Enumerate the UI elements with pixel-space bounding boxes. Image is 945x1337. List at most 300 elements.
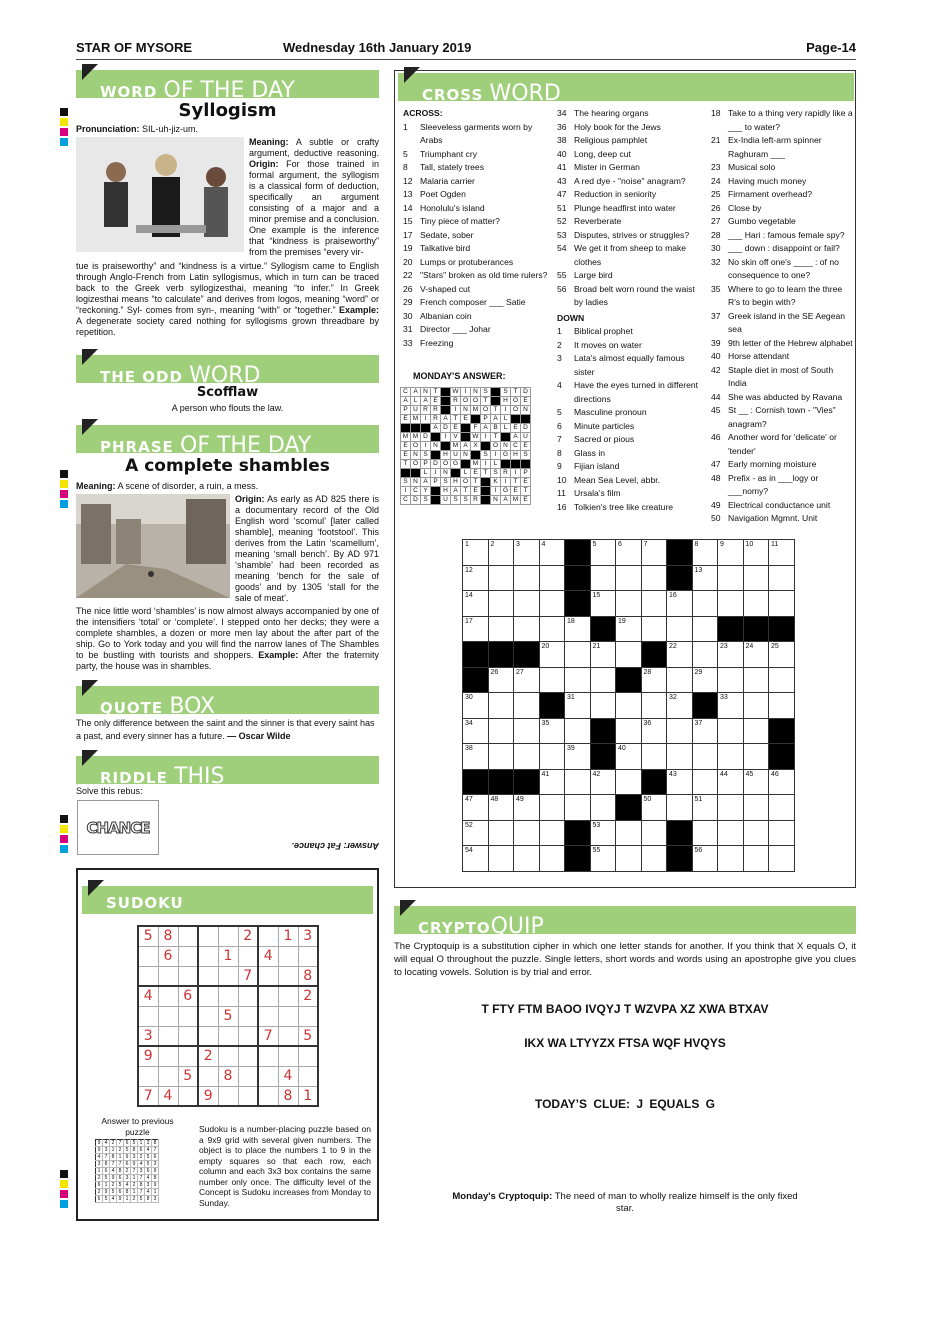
sudoku-cell[interactable]	[178, 1086, 198, 1106]
sudoku-cell[interactable]	[158, 1026, 178, 1046]
sudoku-cell[interactable]	[278, 1026, 298, 1046]
sudoku-cell[interactable]: 6	[178, 986, 198, 1006]
crossword-cell[interactable]	[616, 693, 642, 719]
crossword-cell[interactable]	[718, 820, 744, 846]
sudoku-cell[interactable]	[258, 1046, 278, 1066]
crossword-cell[interactable]: 43	[667, 769, 693, 795]
sudoku-cell[interactable]	[258, 1086, 278, 1106]
sudoku-cell[interactable]	[238, 1046, 258, 1066]
prev-sudoku-cell: 8	[124, 1189, 131, 1196]
sudoku-cell[interactable]	[198, 1066, 218, 1086]
crossword-cell[interactable]: 49	[514, 795, 540, 821]
sudoku-cell[interactable]: 2	[298, 986, 318, 1006]
crossword-cell[interactable]	[718, 744, 744, 770]
crossword-cell[interactable]: 17	[463, 616, 489, 642]
sudoku-cell[interactable]	[218, 1026, 238, 1046]
crossword-cell[interactable]: 23	[718, 642, 744, 668]
sudoku-cell[interactable]	[238, 986, 258, 1006]
crossword-cell[interactable]	[641, 846, 667, 872]
sudoku-cell[interactable]	[258, 986, 278, 1006]
black-square	[514, 769, 540, 795]
answer-cell: A	[461, 442, 471, 451]
answer-cell: H	[441, 487, 451, 496]
answer-cell: E	[511, 487, 521, 496]
crossword-cell[interactable]: 19	[616, 616, 642, 642]
down-clue: 7 Sacred or pious	[557, 434, 635, 444]
crossword-cell[interactable]: 6	[616, 540, 642, 566]
crossword-cell[interactable]	[488, 744, 514, 770]
crossword-cell[interactable]: 45	[743, 769, 769, 795]
crossword-cell[interactable]	[667, 718, 693, 744]
sudoku-cell[interactable]	[218, 986, 238, 1006]
black-square	[463, 769, 489, 795]
crossword-cell[interactable]	[616, 769, 642, 795]
prev-sudoku-cell: 3	[152, 1161, 159, 1168]
crossword-cell[interactable]	[667, 667, 693, 693]
sudoku-cell[interactable]	[298, 946, 318, 966]
crossword-cell[interactable]	[743, 718, 769, 744]
sudoku-cell[interactable]: 9	[198, 1086, 218, 1106]
crossword-cell[interactable]: 21	[590, 642, 616, 668]
sudoku-cell[interactable]: 1	[278, 926, 298, 946]
sudoku-cell[interactable]	[278, 966, 298, 986]
crossword-cell[interactable]: 35	[539, 718, 565, 744]
answer-cell: P	[521, 469, 531, 478]
crossword-cell[interactable]: 54	[463, 846, 489, 872]
crossword-cell[interactable]	[641, 693, 667, 719]
crossword-cell[interactable]: 48	[488, 795, 514, 821]
crossword-cell[interactable]	[514, 591, 540, 617]
black-square	[565, 591, 591, 617]
crossword-cell[interactable]	[616, 591, 642, 617]
answer-cell: H	[511, 451, 521, 460]
crossword-cell[interactable]	[539, 616, 565, 642]
crossword-cell[interactable]	[743, 846, 769, 872]
crossword-cell[interactable]	[488, 591, 514, 617]
crossword-cell[interactable]	[514, 744, 540, 770]
sudoku-cell[interactable]	[238, 1006, 258, 1026]
crossword-cell[interactable]	[641, 591, 667, 617]
sudoku-cell[interactable]: 7	[138, 1086, 158, 1106]
sudoku-cell[interactable]: 1	[218, 946, 238, 966]
crossword-cell[interactable]	[565, 667, 591, 693]
sudoku-cell[interactable]: 3	[298, 926, 318, 946]
crossword-cell[interactable]: 47	[463, 795, 489, 821]
crossword-cell[interactable]	[769, 795, 795, 821]
answer-cell: T	[431, 388, 441, 397]
answer-cell: O	[491, 442, 501, 451]
sudoku-cell[interactable]: 5	[298, 1026, 318, 1046]
crossword-cell[interactable]	[769, 846, 795, 872]
crossword-cell[interactable]	[514, 565, 540, 591]
black-square	[718, 616, 744, 642]
prev-sudoku-cell: 8	[103, 1161, 110, 1168]
crossword-cell[interactable]: 46	[769, 769, 795, 795]
crossword-cell[interactable]	[488, 846, 514, 872]
crossword-cell[interactable]	[488, 565, 514, 591]
sudoku-cell[interactable]	[138, 1066, 158, 1086]
sudoku-cell[interactable]	[138, 1006, 158, 1026]
answer-cell: I	[451, 406, 461, 415]
black-square	[590, 718, 616, 744]
answer-cell: P	[421, 460, 431, 469]
crossword-cell[interactable]	[616, 565, 642, 591]
answer-cell: I	[421, 442, 431, 451]
answer-cell: D	[521, 388, 531, 397]
crossword-cell[interactable]: 25	[769, 642, 795, 668]
crossword-cell[interactable]	[539, 846, 565, 872]
crossword-cell[interactable]	[692, 591, 718, 617]
sudoku-cell[interactable]	[178, 966, 198, 986]
crossword-cell[interactable]	[692, 820, 718, 846]
sudoku-cell[interactable]: 4	[258, 946, 278, 966]
word-origin-start: For those trained in formal argument, the syllogism is a classical form of deduction, specifically an argument consisting of a major and a minor premise and a conclusion. One example is the inference that “kindness is praiseworthy” from the premises “every vir-	[249, 159, 379, 257]
crossword-cell[interactable]	[718, 565, 744, 591]
crossword-cell[interactable]	[616, 718, 642, 744]
sudoku-cell[interactable]	[218, 926, 238, 946]
across-clue: 41 Mister in German	[557, 162, 640, 172]
prev-sudoku-cell: 6	[138, 1147, 145, 1154]
answer-cell: R	[501, 469, 511, 478]
crossword-cell[interactable]	[718, 718, 744, 744]
answer-cell: O	[411, 460, 421, 469]
prev-sudoku-cell: 4	[103, 1140, 110, 1147]
sudoku-cell[interactable]	[198, 966, 218, 986]
answer-cell	[461, 460, 471, 469]
crossword-cell[interactable]	[667, 795, 693, 821]
crossword-cell[interactable]: 15	[590, 591, 616, 617]
answer-cell: M	[471, 460, 481, 469]
answer-cell	[451, 469, 461, 478]
crossword-cell[interactable]: 38	[463, 744, 489, 770]
crossword-cell[interactable]	[692, 744, 718, 770]
crossword-cell[interactable]: 24	[743, 642, 769, 668]
across-clue: 31 Director ___ Johar	[403, 324, 491, 334]
prev-sudoku-cell: 8	[117, 1168, 124, 1175]
crossword-cell[interactable]	[539, 591, 565, 617]
sudoku-cell[interactable]: 6	[158, 946, 178, 966]
crossword-cell[interactable]	[488, 616, 514, 642]
crossword-cell[interactable]: 1	[463, 540, 489, 566]
rebus-image: CHANCE	[77, 800, 159, 855]
crossword-cell[interactable]	[769, 667, 795, 693]
sudoku-cell[interactable]	[278, 986, 298, 1006]
sudoku-cell[interactable]: 3	[138, 1026, 158, 1046]
answer-cell: I	[431, 469, 441, 478]
answer-cell: L	[461, 469, 471, 478]
crossword-cell[interactable]: 53	[590, 820, 616, 846]
crossword-cell[interactable]	[514, 718, 540, 744]
crossword-cell[interactable]: 31	[565, 693, 591, 719]
answer-cell	[511, 415, 521, 424]
crossword-cell[interactable]	[539, 795, 565, 821]
prev-sudoku-cell: 7	[117, 1140, 124, 1147]
crossword-cell[interactable]	[590, 795, 616, 821]
answer-cell	[411, 424, 421, 433]
crossword-cell[interactable]: 27	[514, 667, 540, 693]
sudoku-cell[interactable]: 5	[218, 1006, 238, 1026]
sudoku-cell[interactable]: 5	[138, 926, 158, 946]
crossword-cell[interactable]: 40	[616, 744, 642, 770]
crossword-cell[interactable]: 33	[718, 693, 744, 719]
down-clue: 3 Lata's almost equally famous sister	[557, 353, 685, 377]
crossword-cell[interactable]	[488, 718, 514, 744]
crossword-cell[interactable]	[743, 667, 769, 693]
crossword-cell[interactable]: 26	[488, 667, 514, 693]
crossword-cell[interactable]	[743, 795, 769, 821]
sudoku-cell[interactable]	[178, 946, 198, 966]
sudoku-cell[interactable]	[178, 1026, 198, 1046]
across-clue: 56 Broad belt worn round the waist by ladies	[557, 283, 695, 307]
crossword-cell[interactable]: 7	[641, 540, 667, 566]
crossword-cell[interactable]: 34	[463, 718, 489, 744]
sudoku-cell[interactable]: 8	[298, 966, 318, 986]
crossword-cell[interactable]	[616, 820, 642, 846]
sudoku-cell[interactable]	[198, 1026, 218, 1046]
crossword-cell[interactable]	[488, 693, 514, 719]
crossword-cell[interactable]	[692, 642, 718, 668]
sudoku-cell[interactable]	[258, 926, 278, 946]
sudoku-cell[interactable]	[158, 1066, 178, 1086]
ruins-photo	[76, 494, 230, 598]
sudoku-band: SUDOKU	[82, 886, 373, 914]
sudoku-cell[interactable]	[238, 1026, 258, 1046]
crossword-cell[interactable]: 39	[565, 744, 591, 770]
crossword-cell[interactable]	[488, 820, 514, 846]
crossword-cell[interactable]	[539, 744, 565, 770]
sudoku-cell[interactable]	[158, 1006, 178, 1026]
crossword-cell[interactable]	[743, 820, 769, 846]
sudoku-cell[interactable]	[218, 1046, 238, 1066]
prev-sudoku-cell: 1	[131, 1175, 138, 1182]
crossword-cell[interactable]	[641, 616, 667, 642]
crossword-cell[interactable]	[539, 820, 565, 846]
crossword-cell[interactable]	[514, 693, 540, 719]
sudoku-cell[interactable]	[218, 966, 238, 986]
black-square	[463, 642, 489, 668]
crossword-cell[interactable]: 5	[590, 540, 616, 566]
crossword-cell[interactable]: 20	[539, 642, 565, 668]
monday-answer-label: MONDAY'S ANSWER:	[413, 371, 506, 381]
sudoku-cell[interactable]	[278, 1006, 298, 1026]
sudoku-cell[interactable]	[158, 966, 178, 986]
crossword-cell[interactable]	[718, 667, 744, 693]
sudoku-cell[interactable]: 2	[238, 926, 258, 946]
crossword-cell[interactable]: 30	[463, 693, 489, 719]
crossword-cell[interactable]: 16	[667, 591, 693, 617]
answer-cell: U	[441, 496, 451, 505]
answer-cell: I	[401, 487, 411, 496]
sudoku-cell[interactable]	[278, 1046, 298, 1066]
crossword-cell[interactable]	[539, 565, 565, 591]
sudoku-cell[interactable]: 9	[138, 1046, 158, 1066]
sudoku-cell[interactable]	[298, 1066, 318, 1086]
prev-sudoku-cell: 7	[138, 1189, 145, 1196]
answer-cell: E	[521, 478, 531, 487]
crossword-cell[interactable]: 44	[718, 769, 744, 795]
answer-cell: P	[401, 406, 411, 415]
crossword-cell[interactable]: 3	[514, 540, 540, 566]
across-clue: 38 Religious pamphlet	[557, 135, 648, 145]
answer-cell	[481, 496, 491, 505]
crossword-cell[interactable]	[514, 846, 540, 872]
riddle-prompt: Solve this rebus:	[76, 786, 143, 796]
sudoku-cell[interactable]	[138, 966, 158, 986]
crossword-cell[interactable]: 9	[718, 540, 744, 566]
crossword-cell[interactable]: 52	[463, 820, 489, 846]
crossword-cell[interactable]: 55	[590, 846, 616, 872]
down-clue: 44 She was abducted by Ravana	[711, 391, 843, 402]
crossword-cell[interactable]: 13	[692, 565, 718, 591]
crossword-cell[interactable]	[769, 565, 795, 591]
crossword-cell[interactable]	[641, 744, 667, 770]
crossword-cell[interactable]	[718, 591, 744, 617]
crossword-cell[interactable]: 28	[641, 667, 667, 693]
sudoku-cell[interactable]	[138, 946, 158, 966]
crossword-cell[interactable]	[769, 693, 795, 719]
sudoku-cell[interactable]	[238, 1066, 258, 1086]
crossword-cell[interactable]: 42	[590, 769, 616, 795]
sudoku-cell[interactable]	[238, 946, 258, 966]
crossword-cell[interactable]: 51	[692, 795, 718, 821]
sudoku-cell[interactable]	[298, 1006, 318, 1026]
sudoku-cell[interactable]	[258, 966, 278, 986]
answer-cell: T	[521, 487, 531, 496]
crossword-cell[interactable]	[667, 616, 693, 642]
crossword-cell[interactable]: 14	[463, 591, 489, 617]
crossword-cell[interactable]: 12	[463, 565, 489, 591]
answer-cell: A	[411, 388, 421, 397]
sudoku-cell[interactable]	[298, 1046, 318, 1066]
sudoku-cell[interactable]: 7	[238, 966, 258, 986]
crossword-cell[interactable]: 4	[539, 540, 565, 566]
crossword-cell[interactable]	[565, 769, 591, 795]
sudoku-cell[interactable]	[238, 1086, 258, 1106]
sudoku-cell[interactable]	[258, 1066, 278, 1086]
sudoku-cell[interactable]: 4	[278, 1066, 298, 1086]
crossword-cell[interactable]	[514, 616, 540, 642]
crossword-cell[interactable]: 56	[692, 846, 718, 872]
sudoku-cell[interactable]: 4	[138, 986, 158, 1006]
black-square	[616, 795, 642, 821]
crossword-cell[interactable]	[590, 693, 616, 719]
sudoku-cell[interactable]	[158, 1046, 178, 1066]
prev-sudoku-cell: 9	[110, 1175, 117, 1182]
crossword-cell[interactable]	[514, 820, 540, 846]
crossword-cell[interactable]	[743, 591, 769, 617]
crossword-cell[interactable]: 36	[641, 718, 667, 744]
answer-cell: N	[521, 406, 531, 415]
crossword-cell[interactable]	[718, 846, 744, 872]
word-origin-cont: tue is praiseworthy” and “kindness is a virtue.” Syllogism came to English through Anglo-French from Latin syllogismus, which in turn can be traced back to the Greek verb syllogizesthai, meaning “to infer.” In Greek logizesthai means “to calculate” and derives from logos, meaning “word” or “reckoning.” Syl- comes from syn-, meaning “with” or “together.” Example: A degenerate society cared nothing for syllogisms grown threadbare by repetition.	[76, 261, 379, 337]
sudoku-cell[interactable]	[178, 926, 198, 946]
crossword-cell[interactable]	[718, 795, 744, 821]
crossword-cell[interactable]: 41	[539, 769, 565, 795]
crossword-cell[interactable]: 29	[692, 667, 718, 693]
crossword-cell[interactable]	[743, 744, 769, 770]
answer-cell: G	[451, 460, 461, 469]
crossword-cell[interactable]	[692, 769, 718, 795]
crossword-cell[interactable]	[743, 693, 769, 719]
crossword-cell[interactable]	[616, 846, 642, 872]
crossword-cell[interactable]: 10	[743, 540, 769, 566]
sudoku-cell[interactable]	[158, 986, 178, 1006]
answer-cell: N	[421, 388, 431, 397]
answer-cell: A	[511, 433, 521, 442]
sudoku-cell[interactable]	[258, 1006, 278, 1026]
crossword-cell[interactable]	[769, 591, 795, 617]
crossword-cell[interactable]: 32	[667, 693, 693, 719]
sudoku-prev-answer	[95, 1139, 159, 1203]
sudoku-cell[interactable]	[198, 946, 218, 966]
crossword-cell[interactable]	[590, 565, 616, 591]
prev-sudoku-cell: 2	[110, 1140, 117, 1147]
sudoku-cell[interactable]	[198, 926, 218, 946]
crossword-cell[interactable]	[565, 642, 591, 668]
crossword-cell[interactable]: 37	[692, 718, 718, 744]
prev-sudoku-cell: 5	[117, 1182, 124, 1189]
sudoku-cell[interactable]: 8	[278, 1086, 298, 1106]
crossword-cell[interactable]	[590, 667, 616, 693]
prev-sudoku-cell: 1	[117, 1154, 124, 1161]
crossword-cell[interactable]	[641, 565, 667, 591]
crossword-cell[interactable]	[565, 718, 591, 744]
crossword-cell[interactable]	[641, 820, 667, 846]
crossword-cell[interactable]	[769, 820, 795, 846]
answer-cell: I	[511, 469, 521, 478]
crossword-cell[interactable]	[616, 642, 642, 668]
crossword-cell[interactable]	[539, 667, 565, 693]
crossword-cell[interactable]	[743, 565, 769, 591]
black-square	[667, 820, 693, 846]
crossword-cell[interactable]: 2	[488, 540, 514, 566]
odd-word-band: THE ODD WORD	[76, 355, 379, 383]
sudoku-cell[interactable]: 4	[158, 1086, 178, 1106]
prev-sudoku-cell: 5	[110, 1189, 117, 1196]
crossword-cell[interactable]	[692, 616, 718, 642]
sudoku-cell[interactable]: 1	[298, 1086, 318, 1106]
sudoku-cell[interactable]	[178, 1046, 198, 1066]
crossword-cell[interactable]: 11	[769, 540, 795, 566]
down-clue: 21 Ex-India left-arm spinner Raghuram ___	[711, 135, 822, 159]
crossword-cell[interactable]: 22	[667, 642, 693, 668]
sudoku-cell[interactable]: 2	[198, 1046, 218, 1066]
sudoku-cell[interactable]: 8	[158, 926, 178, 946]
crossword-cell[interactable]	[565, 795, 591, 821]
answer-cell: N	[461, 451, 471, 460]
answer-cell: N	[441, 469, 451, 478]
sudoku-cell[interactable]: 8	[218, 1066, 238, 1086]
prev-sudoku-cell: 1	[138, 1140, 145, 1147]
answer-cell: C	[401, 388, 411, 397]
answer-cell	[481, 487, 491, 496]
answer-cell	[431, 496, 441, 505]
sudoku-cell[interactable]	[278, 946, 298, 966]
crossword-cell[interactable]: 18	[565, 616, 591, 642]
answer-cell: P	[481, 415, 491, 424]
sudoku-cell[interactable]	[198, 986, 218, 1006]
crossword-cell[interactable]	[667, 744, 693, 770]
sudoku-cell[interactable]: 7	[258, 1026, 278, 1046]
answer-cell: T	[461, 487, 471, 496]
crossword-cell[interactable]: 8	[692, 540, 718, 566]
sudoku-cell[interactable]	[198, 1006, 218, 1026]
sudoku-cell[interactable]: 5	[178, 1066, 198, 1086]
crossword-cell[interactable]: 50	[641, 795, 667, 821]
prev-sudoku-cell: 4	[110, 1196, 117, 1203]
sudoku-cell[interactable]	[218, 1086, 238, 1106]
sudoku-cell[interactable]	[178, 1006, 198, 1026]
